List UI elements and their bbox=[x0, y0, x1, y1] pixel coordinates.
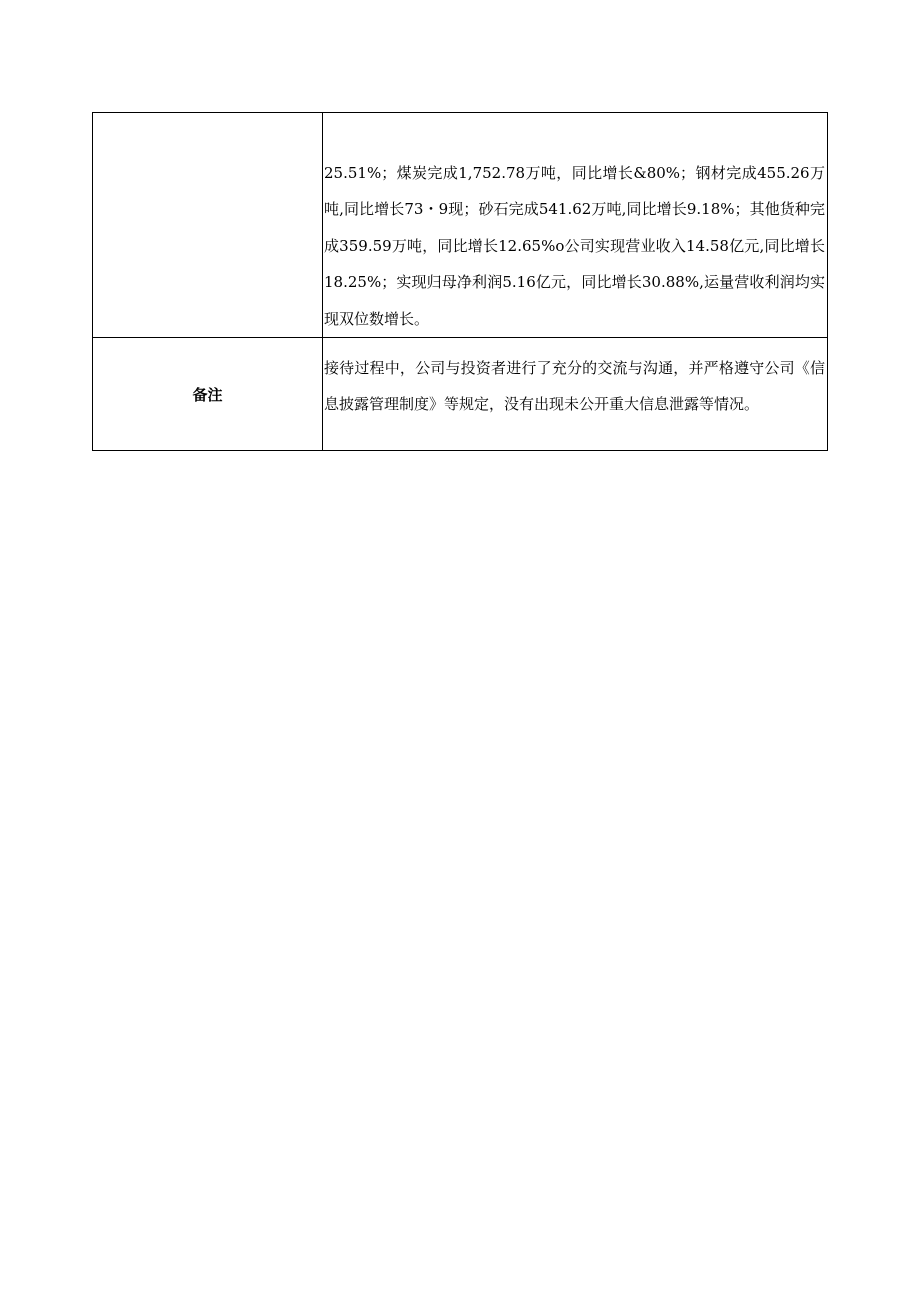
row-content-cell bbox=[323, 338, 828, 451]
operating-results-text: 25.51%；煤炭完成1,752.78万吨，同比增长&80%；钢材完成455.26万吨,同比增长73・9现；砂石完成541.62万吨,同比增长9.18%；其他货种完成359.59万吨，同比增长12.65%o公司实现营业收入14.58亿元,同比增长18.25%；实现归母净利润5.16亿元，同比增长30.88%,运量营收利润均实现双位数增长。 bbox=[324, 164, 825, 328]
table-row bbox=[93, 113, 828, 338]
row-content-cell bbox=[323, 113, 828, 338]
remarks-label: 备注 bbox=[93, 338, 323, 451]
table-row bbox=[93, 338, 828, 451]
row-label-cell bbox=[93, 113, 323, 338]
investor-relations-table bbox=[92, 112, 828, 451]
remarks-text: 接待过程中，公司与投资者进行了充分的交流与沟通，并严格遵守公司《信息披露管理制度》等规定，没有出现未公开重大信息泄露等情况。 bbox=[324, 359, 825, 414]
